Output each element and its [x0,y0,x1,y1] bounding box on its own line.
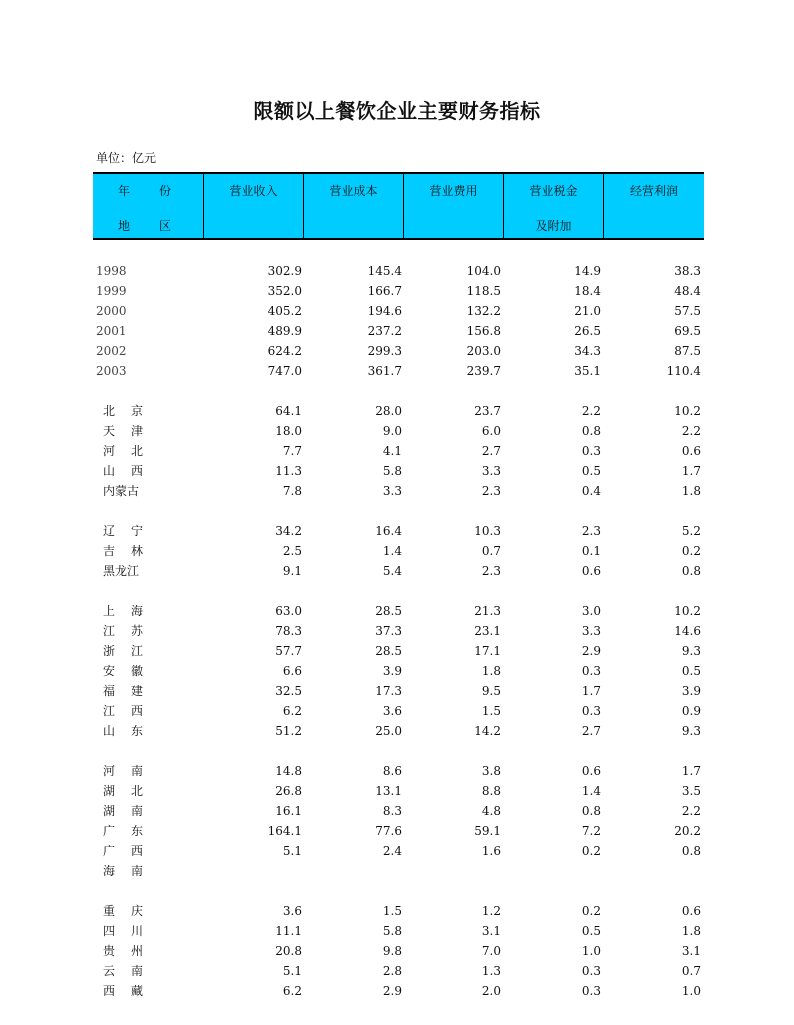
cell-value: 5.1 [282,964,302,978]
cell-value: 9.0 [382,424,402,438]
unit-label: 单位：亿元 [96,151,157,165]
region-label: 河南 [103,764,143,778]
cell-value: 1.2 [481,904,501,918]
table-row [0,621,794,641]
cell-value: 21.3 [474,604,501,618]
table-row [0,341,794,361]
region-label: 内蒙古 [103,484,140,498]
region-label: 山西 [103,464,143,478]
cell-value: 1.7 [581,684,601,698]
region-label: 云南 [103,964,143,978]
cell-value: 77.6 [375,824,402,838]
cell-value: 747.0 [267,364,302,378]
cell-value: 57.5 [674,304,701,318]
table-row [0,601,794,621]
table-row [0,701,794,721]
cell-value: 1.4 [382,544,402,558]
cell-value: 7.7 [282,444,302,458]
cell-value: 5.1 [282,844,302,858]
region-label: 河北 [103,444,143,458]
region-label: 西藏 [103,984,143,998]
cell-value: 63.0 [275,604,302,618]
cell-value: 0.2 [581,904,601,918]
region-label: 重庆 [103,904,143,918]
cell-value: 8.3 [382,804,402,818]
cell-value: 20.8 [275,944,302,958]
cell-value: 2.7 [581,724,601,738]
cell-value: 34.3 [574,344,601,358]
region-label: 辽宁 [103,524,143,538]
region-label: 安徽 [103,664,143,678]
region-label: 广东 [103,824,143,838]
cell-value: 0.3 [581,704,601,718]
region-label: 贵州 [103,944,143,958]
cell-value: 352.0 [267,284,302,298]
cell-value: 9.1 [282,564,302,578]
cell-value: 156.8 [466,324,501,338]
cell-value: 14.2 [474,724,501,738]
cell-value: 1.6 [481,844,501,858]
table-row [0,401,794,421]
cell-value: 6.2 [282,984,302,998]
cell-value: 1.3 [481,964,501,978]
region-label: 浙江 [103,644,143,658]
cell-value: 3.0 [581,604,601,618]
region-label: 广西 [103,844,143,858]
table-row [0,761,794,781]
cell-value: 3.3 [481,464,501,478]
cell-value: 23.7 [474,404,501,418]
region-label: 江西 [103,704,143,718]
table-row [0,841,794,861]
cell-value: 5.8 [382,464,402,478]
cell-value: 0.8 [681,844,701,858]
table-row [0,661,794,681]
cell-value: 0.6 [581,564,601,578]
cell-value: 0.3 [581,984,601,998]
cell-value: 145.4 [367,264,402,278]
cell-value: 87.5 [674,344,701,358]
region-label: 湖北 [103,784,143,798]
cell-value: 26.8 [275,784,302,798]
cell-value: 299.3 [367,344,402,358]
region-label: 天津 [103,424,143,438]
cell-value: 8.8 [481,784,501,798]
cell-value: 0.3 [581,444,601,458]
cell-value: 35.1 [574,364,601,378]
cell-value: 7.0 [481,944,501,958]
cell-value: 0.4 [581,484,601,498]
cell-value: 2.9 [581,644,601,658]
header-revenue: 营业收入 [204,174,304,238]
cell-value: 0.5 [581,924,601,938]
cell-value: 3.3 [382,484,402,498]
table-row [0,261,794,281]
year-label: 2003 [96,364,127,378]
cell-value: 194.6 [367,304,402,318]
region-label: 上海 [103,604,143,618]
cell-value: 0.5 [581,464,601,478]
cell-value: 0.7 [481,544,501,558]
table-row [0,541,794,561]
cell-value: 0.8 [681,564,701,578]
cell-value: 78.3 [275,624,302,638]
cell-value: 51.2 [275,724,302,738]
cell-value: 0.8 [581,804,601,818]
cell-value: 0.6 [681,444,701,458]
cell-value: 0.2 [581,844,601,858]
table-row [0,561,794,581]
cell-value: 3.9 [681,684,701,698]
cell-value: 10.2 [674,404,701,418]
page-title: 限额以上餐饮企业主要财务指标 [253,99,541,123]
cell-value: 2.3 [481,564,501,578]
cell-value: 26.5 [574,324,601,338]
cell-value: 1.0 [681,984,701,998]
cell-value: 5.2 [681,524,701,538]
cell-value: 16.4 [375,524,402,538]
cell-value: 2.0 [481,984,501,998]
cell-value: 0.3 [581,964,601,978]
header-profit: 经营利润 [629,184,678,198]
table-row [0,941,794,961]
cell-value: 164.1 [267,824,302,838]
cell-value: 48.4 [674,284,701,298]
table-row [0,481,794,501]
region-label: 吉林 [103,544,143,558]
cell-value: 239.7 [466,364,501,378]
cell-value: 69.5 [674,324,701,338]
cell-value: 17.1 [474,644,501,658]
year-label: 2002 [96,344,127,358]
cell-value: 2.2 [681,804,701,818]
cell-value: 23.1 [474,624,501,638]
header-year-char-2: 份 [159,184,172,198]
table-row [0,301,794,321]
cell-value: 110.4 [666,364,701,378]
cell-value: 16.1 [275,804,302,818]
cell-value: 3.1 [681,944,701,958]
table-row [0,721,794,741]
region-label: 四川 [103,924,143,938]
cell-value: 17.3 [375,684,402,698]
cell-value: 20.2 [674,824,701,838]
cell-value: 11.1 [275,924,302,938]
cell-value: 10.3 [474,524,501,538]
cell-value: 2.3 [481,484,501,498]
table-row [0,801,794,821]
cell-value: 0.3 [581,664,601,678]
header-region-char-1: 地 [118,219,131,233]
cell-value: 2.7 [481,444,501,458]
cell-value: 1.4 [581,784,601,798]
cell-value: 57.7 [275,644,302,658]
cell-value: 38.3 [674,264,701,278]
cell-value: 1.5 [481,704,501,718]
cell-value: 14.6 [674,624,701,638]
table-row [0,441,794,461]
cell-value: 1.8 [681,484,701,498]
cell-value: 0.2 [681,544,701,558]
cell-value: 3.6 [282,904,302,918]
cell-value: 4.8 [481,804,501,818]
cell-value: 166.7 [367,284,402,298]
cell-value: 37.3 [375,624,402,638]
table-row [0,981,794,1001]
table-row [0,921,794,941]
cell-value: 1.0 [581,944,601,958]
table-row [0,681,794,701]
cell-value: 4.1 [382,444,402,458]
cell-value: 34.2 [275,524,302,538]
table-row [0,421,794,441]
cell-value: 1.8 [481,664,501,678]
cell-value: 2.2 [681,424,701,438]
year-label: 1999 [96,284,127,298]
cell-value: 237.2 [367,324,402,338]
cell-value: 6.0 [481,424,501,438]
cell-value: 2.2 [581,404,601,418]
cell-value: 28.0 [375,404,402,418]
cell-value: 25.0 [375,724,402,738]
cell-value: 1.7 [681,464,701,478]
table-row [0,521,794,541]
cell-value: 32.5 [275,684,302,698]
cell-value: 1.8 [681,924,701,938]
cell-value: 1.5 [382,904,402,918]
cell-value: 0.1 [581,544,601,558]
table-header [93,172,704,240]
table-row [0,901,794,921]
table-row [0,781,794,801]
cell-value: 10.2 [674,604,701,618]
cell-value: 18.0 [275,424,302,438]
region-label: 山东 [103,724,143,738]
cell-value: 3.8 [481,764,501,778]
region-label: 福建 [103,684,143,698]
header-year-region [93,174,204,238]
year-label: 1998 [96,264,127,278]
table-row [0,461,794,481]
header-tax: 营业税金 及附加 [504,174,604,238]
cell-value: 11.3 [275,464,302,478]
header-region-char-2: 区 [159,219,172,233]
cell-value: 14.8 [275,764,302,778]
cell-value: 28.5 [375,644,402,658]
year-label: 2000 [96,304,127,318]
cell-value: 3.6 [382,704,402,718]
cell-value: 489.9 [267,324,302,338]
header-year-char-1: 年 [118,184,131,198]
cell-value: 0.8 [581,424,601,438]
cell-value: 203.0 [466,344,501,358]
cell-value: 405.2 [267,304,302,318]
table-row [0,281,794,301]
cell-value: 5.4 [382,564,402,578]
table-row [0,961,794,981]
cell-value: 9.8 [382,944,402,958]
table-row [0,641,794,661]
cell-value: 0.5 [681,664,701,678]
cell-value: 9.3 [681,724,701,738]
cell-value: 0.6 [681,904,701,918]
header-cost: 营业成本 [304,174,404,238]
cell-value: 9.5 [481,684,501,698]
cell-value: 14.9 [574,264,601,278]
cell-value: 18.4 [574,284,601,298]
header-expense: 营业费用 [404,174,504,238]
cell-value: 7.8 [282,484,302,498]
cell-value: 21.0 [574,304,601,318]
cell-value: 2.3 [581,524,601,538]
cell-value: 1.7 [681,764,701,778]
cell-value: 6.6 [282,664,302,678]
cell-value: 2.4 [382,844,402,858]
cell-value: 0.7 [681,964,701,978]
region-label: 北京 [103,404,143,418]
cell-value: 2.9 [382,984,402,998]
region-label: 湖南 [103,804,143,818]
cell-value: 3.5 [681,784,701,798]
cell-value: 0.9 [681,704,701,718]
table-row [0,861,794,881]
cell-value: 5.8 [382,924,402,938]
cell-value: 6.2 [282,704,302,718]
cell-value: 8.6 [382,764,402,778]
cell-value: 2.8 [382,964,402,978]
cell-value: 28.5 [375,604,402,618]
cell-value: 2.5 [282,544,302,558]
region-label: 江苏 [103,624,143,638]
cell-value: 7.2 [581,824,601,838]
cell-value: 3.1 [481,924,501,938]
region-label: 海南 [103,864,143,878]
cell-value: 104.0 [466,264,501,278]
table-row [0,321,794,341]
region-label: 黑龙江 [103,564,140,578]
cell-value: 13.1 [375,784,402,798]
cell-value: 361.7 [367,364,402,378]
cell-value: 3.9 [382,664,402,678]
cell-value: 3.3 [581,624,601,638]
cell-value: 118.5 [466,284,501,298]
cell-value: 9.3 [681,644,701,658]
table-row [0,361,794,381]
cell-value: 59.1 [474,824,501,838]
cell-value: 132.2 [466,304,501,318]
year-label: 2001 [96,324,127,338]
cell-value: 624.2 [267,344,302,358]
cell-value: 0.6 [581,764,601,778]
cell-value: 64.1 [275,404,302,418]
cell-value: 302.9 [267,264,302,278]
table-row [0,821,794,841]
